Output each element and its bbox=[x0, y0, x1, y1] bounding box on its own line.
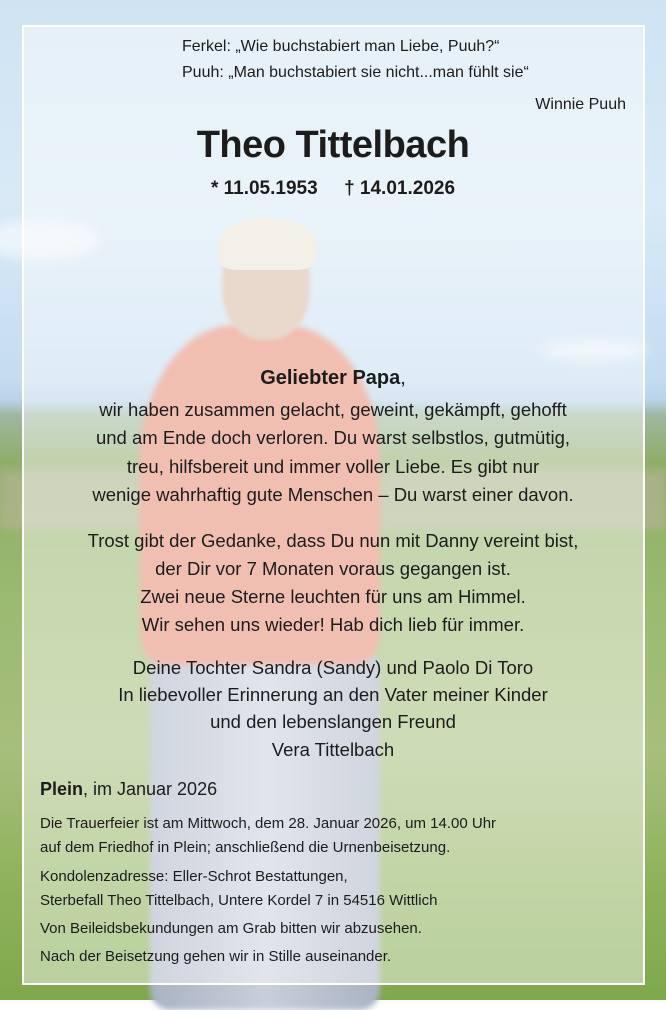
deceased-name: Theo Tittelbach bbox=[196, 124, 470, 166]
place-bold: Plein bbox=[40, 779, 84, 799]
detail-line: Nach der Beisetzung gehen wir in Stille auseinander. bbox=[40, 948, 392, 965]
place-date bbox=[40, 779, 217, 800]
quote-line-1: Ferkel: „Wie buchstabiert man Liebe, Puuh?“ bbox=[182, 38, 500, 55]
paragraph1-line: treu, hilfsbereit und immer voller Liebe. Es gibt nur bbox=[126, 456, 540, 477]
detail-line: Kondolenzadresse: Eller-Schrot Bestattungen, bbox=[40, 868, 348, 885]
paragraph1-line: und am Ende doch verloren. Du warst selbstlos, gutmütig, bbox=[95, 427, 571, 448]
paragraph1-line: wenige wahrhaftig gute Menschen – Du warst einer davon. bbox=[92, 484, 574, 505]
greeting-bold: Geliebter Papa bbox=[260, 367, 401, 389]
death-date: † 14.01.2026 bbox=[344, 178, 456, 199]
signature-line: In liebevoller Erinnerung an den Vater meiner Kinder bbox=[118, 684, 548, 705]
quote-line-2: Puuh: „Man buchstabiert sie nicht...man fühlt sie“ bbox=[182, 64, 529, 81]
paragraph2-line: der Dir vor 7 Monaten voraus gegangen ist. bbox=[155, 558, 511, 579]
signature-line: Vera Tittelbach bbox=[271, 739, 395, 760]
signature-line: Deine Tochter Sandra (Sandy) und Paolo Di Toro bbox=[132, 657, 534, 678]
place-rest: , im Januar 2026 bbox=[83, 779, 218, 799]
detail-line: Sterbefall Theo Tittelbach, Untere Kordel 7 in 54516 Wittlich bbox=[40, 892, 438, 909]
detail-line: Von Beileidsbekundungen am Grab bitten wir abzusehen. bbox=[40, 920, 422, 937]
greeting bbox=[0, 367, 666, 390]
life-dates bbox=[0, 178, 666, 200]
quote-author: Winnie Puuh bbox=[535, 96, 626, 113]
paragraph2-line: Wir sehen uns wieder! Hab dich lieb für immer. bbox=[141, 614, 525, 635]
paragraph2-line: Zwei neue Sterne leuchten für uns am Himmel. bbox=[140, 586, 526, 607]
detail-line: Die Trauerfeier ist am Mittwoch, dem 28. Januar 2026, um 14.00 Uhr bbox=[40, 815, 497, 832]
detail-line: auf dem Friedhof in Plein; anschließend die Urnenbeisetzung. bbox=[40, 839, 451, 856]
paragraph1-line: wir haben zusammen gelacht, geweint, gekämpft, gehofft bbox=[99, 399, 567, 420]
signature-line: und den lebenslangen Freund bbox=[210, 711, 456, 732]
paragraph2-line: Trost gibt der Gedanke, dass Du nun mit Danny vereint bist, bbox=[87, 530, 579, 551]
greeting-rest: , bbox=[400, 367, 406, 389]
birth-date: * 11.05.1953 bbox=[210, 178, 318, 199]
